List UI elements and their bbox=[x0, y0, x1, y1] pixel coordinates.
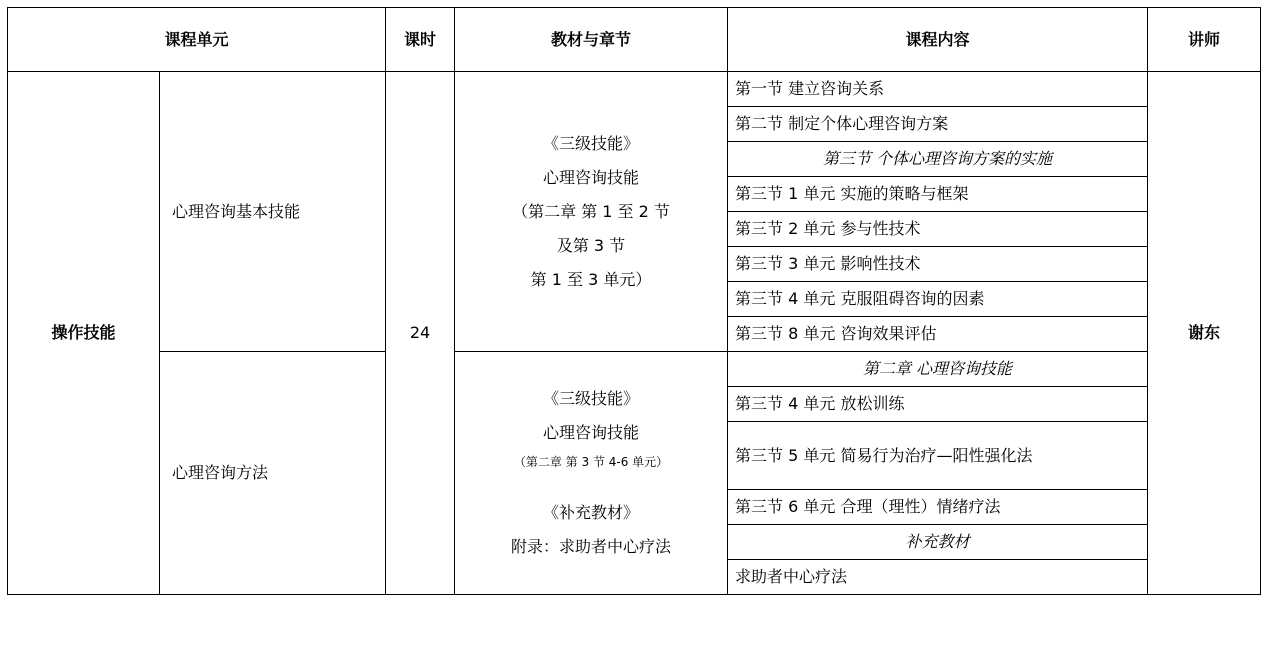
category-cell: 操作技能 bbox=[8, 72, 160, 595]
textbook-line: （第二章 第 1 至 2 节 bbox=[512, 201, 670, 221]
content-item: 第三节 6 单元 合理（理性）情绪疗法 bbox=[728, 490, 1148, 525]
textbook-line: 及第 3 节 bbox=[556, 235, 626, 255]
textbook-line: 附录：求助者中心疗法 bbox=[511, 537, 672, 556]
table-row bbox=[8, 72, 1261, 107]
content-item: 第三节 5 单元 简易行为治疗—阳性强化法 bbox=[728, 422, 1148, 490]
content-item: 第三节 3 单元 影响性技术 bbox=[728, 247, 1148, 282]
content-item: 第三节 4 单元 放松训练 bbox=[728, 387, 1148, 422]
lecturer-cell: 谢东 bbox=[1148, 72, 1261, 595]
content-item: 补充教材 bbox=[728, 525, 1148, 560]
textbook-line: 《补充教材》 bbox=[543, 503, 640, 522]
course-schedule-table bbox=[7, 7, 1261, 595]
table-row bbox=[8, 352, 1261, 387]
header-content: 课程内容 bbox=[728, 8, 1148, 72]
content-item: 第三节 个体心理咨询方案的实施 bbox=[728, 142, 1148, 177]
header-lecturer: 讲师 bbox=[1148, 8, 1261, 72]
header-hours: 课时 bbox=[386, 8, 455, 72]
content-item: 第二章 心理咨询技能 bbox=[728, 352, 1148, 387]
textbook-cell bbox=[455, 352, 728, 595]
textbook-line: 心理咨询技能 bbox=[543, 423, 640, 442]
header-row bbox=[8, 8, 1261, 72]
textbook-cell bbox=[455, 72, 728, 352]
textbook-line: 《三级技能》 bbox=[543, 133, 640, 153]
content-item: 第三节 1 单元 实施的策略与框架 bbox=[728, 177, 1148, 212]
content-item: 求助者中心疗法 bbox=[728, 560, 1148, 595]
textbook-line: 心理咨询技能 bbox=[543, 167, 640, 187]
section-name: 心理咨询基本技能 bbox=[160, 72, 386, 352]
header-unit: 课程单元 bbox=[8, 8, 386, 72]
textbook-line: （第二章 第 3 节 4-6 单元） bbox=[513, 455, 669, 469]
content-item: 第三节 4 单元 克服阻碍咨询的因素 bbox=[728, 282, 1148, 317]
textbook-line: 《三级技能》 bbox=[543, 389, 640, 408]
spacer bbox=[455, 474, 727, 496]
hours-cell: 24 bbox=[386, 72, 455, 595]
content-item: 第三节 2 单元 参与性技术 bbox=[728, 212, 1148, 247]
header-textbook: 教材与章节 bbox=[455, 8, 728, 72]
content-item: 第二节 制定个体心理咨询方案 bbox=[728, 107, 1148, 142]
textbook-line: 第 1 至 3 单元） bbox=[530, 269, 652, 289]
content-item: 第三节 8 单元 咨询效果评估 bbox=[728, 317, 1148, 352]
section-name: 心理咨询方法 bbox=[160, 352, 386, 595]
content-item: 第一节 建立咨询关系 bbox=[728, 72, 1148, 107]
